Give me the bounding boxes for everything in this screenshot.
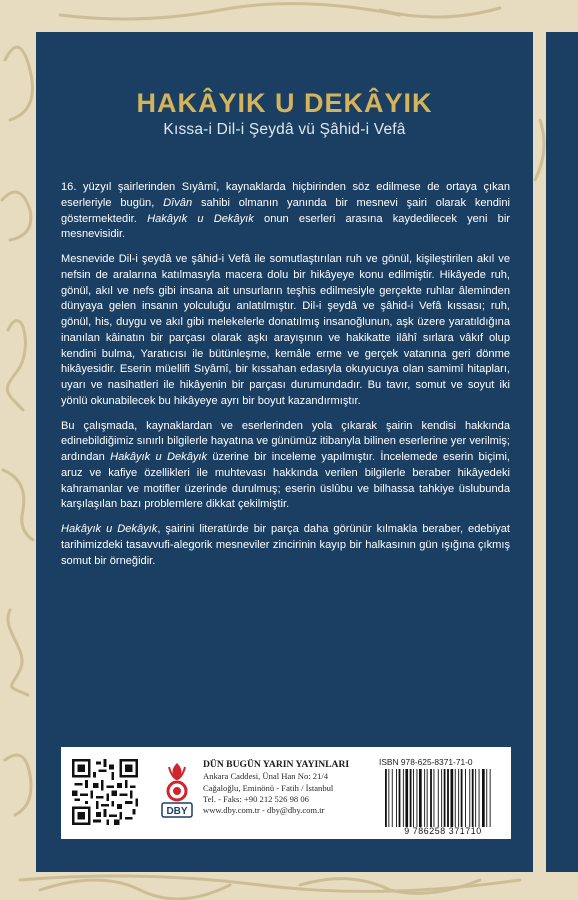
- barcode-bar: [403, 769, 404, 827]
- barcode-bar: [396, 769, 397, 827]
- barcode-bar: [479, 769, 480, 827]
- text-run: üzerine bir inceleme yapılmıştır. İncelemede eserin biçimi, aruz ve kafiye özellikleri ile muhtevası hakkında verilen bilgilerle beraber hikâyedeki kahramanlar ve motifler üzerinde durulmuş; eserin üslûbu ve bilhassa tahkiye üslubunda karşılaşılan bazı problemlere dikkat çekilmiştir.: [61, 451, 510, 511]
- blurb-paragraph: [61, 252, 510, 410]
- isbn-barcode: [383, 769, 505, 829]
- italic-title-reference: Hakâyık u Dekâyık: [147, 212, 254, 225]
- barcode-bar: [388, 769, 389, 827]
- barcode-bar: [444, 769, 446, 827]
- publisher-footer: [61, 747, 511, 839]
- publisher-address-line: Cağaloğlu, Eminönü - Fatih / İstanbul: [203, 782, 334, 793]
- barcode-bar: [419, 769, 422, 827]
- barcode-bar: [472, 769, 474, 827]
- barcode-bar: [399, 769, 401, 827]
- barcode-bar: [410, 769, 412, 827]
- barcode-bar: [469, 769, 470, 827]
- qr-code: [72, 759, 138, 825]
- barcode-bar: [427, 769, 428, 827]
- barcode-bar: [417, 769, 418, 827]
- barcode-bar: [461, 769, 463, 827]
- barcode-bar: [392, 769, 393, 827]
- barcode-bar: [430, 769, 432, 827]
- blurb-paragraph: [61, 180, 510, 243]
- italic-title-reference: Hakâyık u Dekâyık: [61, 523, 158, 535]
- logo-text: DBY: [166, 806, 188, 817]
- blurb-text: [61, 180, 510, 578]
- barcode-bar: [465, 769, 466, 827]
- barcode-bar: [451, 769, 454, 827]
- book-subtitle: Kıssa-i Dil-i Şeydâ vü Şâhid-i Vefâ: [163, 121, 406, 138]
- barcode-bar: [434, 769, 435, 827]
- barcode-bar: [424, 769, 425, 827]
- isbn-label: ISBN 978-625-8371-71-0: [379, 757, 473, 767]
- barcode-bar: [438, 769, 439, 827]
- publisher-name: DÜN BUGÜN YARIN YAYINLARI: [203, 759, 350, 770]
- text-run: Bu çalışmada, kaynaklardan ve eserlerinden yola çıkarak şairin kendisi hakkında edinebildiğimiz sınırlı bilgilerle hayatına ve günümüz itibanyla bilinen eserlerine yer verilmiş; ardından: [61, 419, 510, 463]
- publisher-web: www.dby.com.tr - dby@dby.com.tr: [203, 805, 325, 816]
- barcode-bar: [413, 769, 414, 827]
- barcode-bar: [441, 769, 442, 827]
- barcode-bar: [490, 769, 491, 827]
- barcode-bar: [482, 769, 485, 827]
- barcode-bar: [405, 769, 408, 827]
- publisher-info: [203, 759, 368, 816]
- italic-title-reference: Dîvân: [163, 196, 193, 209]
- text-run: onun eserleri arasına kaydedilecek yeni bir mesnevisidir.: [61, 212, 510, 241]
- spine-edge: [546, 32, 578, 872]
- barcode-bar: [447, 769, 449, 827]
- text-run: 16. yüzyıl şairlerinden Sıyâmî, kaynaklarda hiçbirinden söz edilmese de ortaya çıkan eserleriyle bugün,: [61, 181, 510, 209]
- publisher-phone: Tel. - Faks: +90 212 526 98 06: [203, 793, 309, 804]
- italic-title-reference: Hakâyık u Dekâyık: [110, 451, 208, 463]
- barcode-bar: [385, 769, 387, 827]
- barcode-bar: [475, 769, 476, 827]
- blurb-paragraph: [61, 419, 510, 514]
- text-run: Mesnevide Dil-i şeydâ ve şâhid-i Vefâ ile somutlaştırılan ruh ve gönül, kişileştirilen akıl ve nefsin de aralarına katılmasıyla macera dolu bir hikâyeye konu edilmiştir. Hikâyede ruh, gönül, akıl ve nefs gibi insana ait unsurların teşhis edilmesiyle gerçekte ruhlar âleminden dünyaya gelen insanın yolculuğu anlatılmıştır. Dil-i şeydâ ve şâhid-i Vefâ kıssası; ruh, gönül, his, duygu ve akıl gibi melekelerle donatılmış insanoğlunun, aşk üzere yaratıldığına inanılan kâinatın bir parçası olarak aşkı arayışının ve hakikatte ilâhî sırlara vâkıf olup kendini bulma, Yaratıcısı ile bütünleşme, kemâle erme ve gerçek vatanına geri dönme hikâyesidir. Eserin müellifi Sıyâmî, bir kıssahan edasıyla okuyucuya olan samimî hitapları, uyarı ve nasihatleri ile hikâyenin bir parçası durumundadır. Bu tavır, somut ve soyut iki yönlü okunabilecek bu hikâyeye ayrı bir boyut kazandırmıştır.: [61, 253, 510, 407]
- barcode-bar: [486, 769, 487, 827]
- text-run: sahibi olmanın yanında bir mesnevi şairi olarak kendini göstermektedir.: [61, 196, 510, 225]
- blurb-paragraph: [61, 522, 510, 569]
- barcode-bar: [458, 769, 459, 827]
- book-title: HAKÂYIK U DEKÂYIK: [136, 88, 433, 118]
- publisher-logo: [157, 759, 197, 825]
- text-run: , şairini literatürde bir parça daha görünür kılmakla beraber, edebiyat tarihimizdeki tasavvufi-alegorik mesneviler zincirinin kayıp bir halkasının gün ışığına çıkmış somut bir örneğidir.: [61, 523, 510, 567]
- publisher-address-line: Ankara Caddesi, Ünal Han No: 21/4: [203, 771, 329, 782]
- barcode-bar: [455, 769, 456, 827]
- barcode-number: 9 786258 371710: [404, 826, 482, 836]
